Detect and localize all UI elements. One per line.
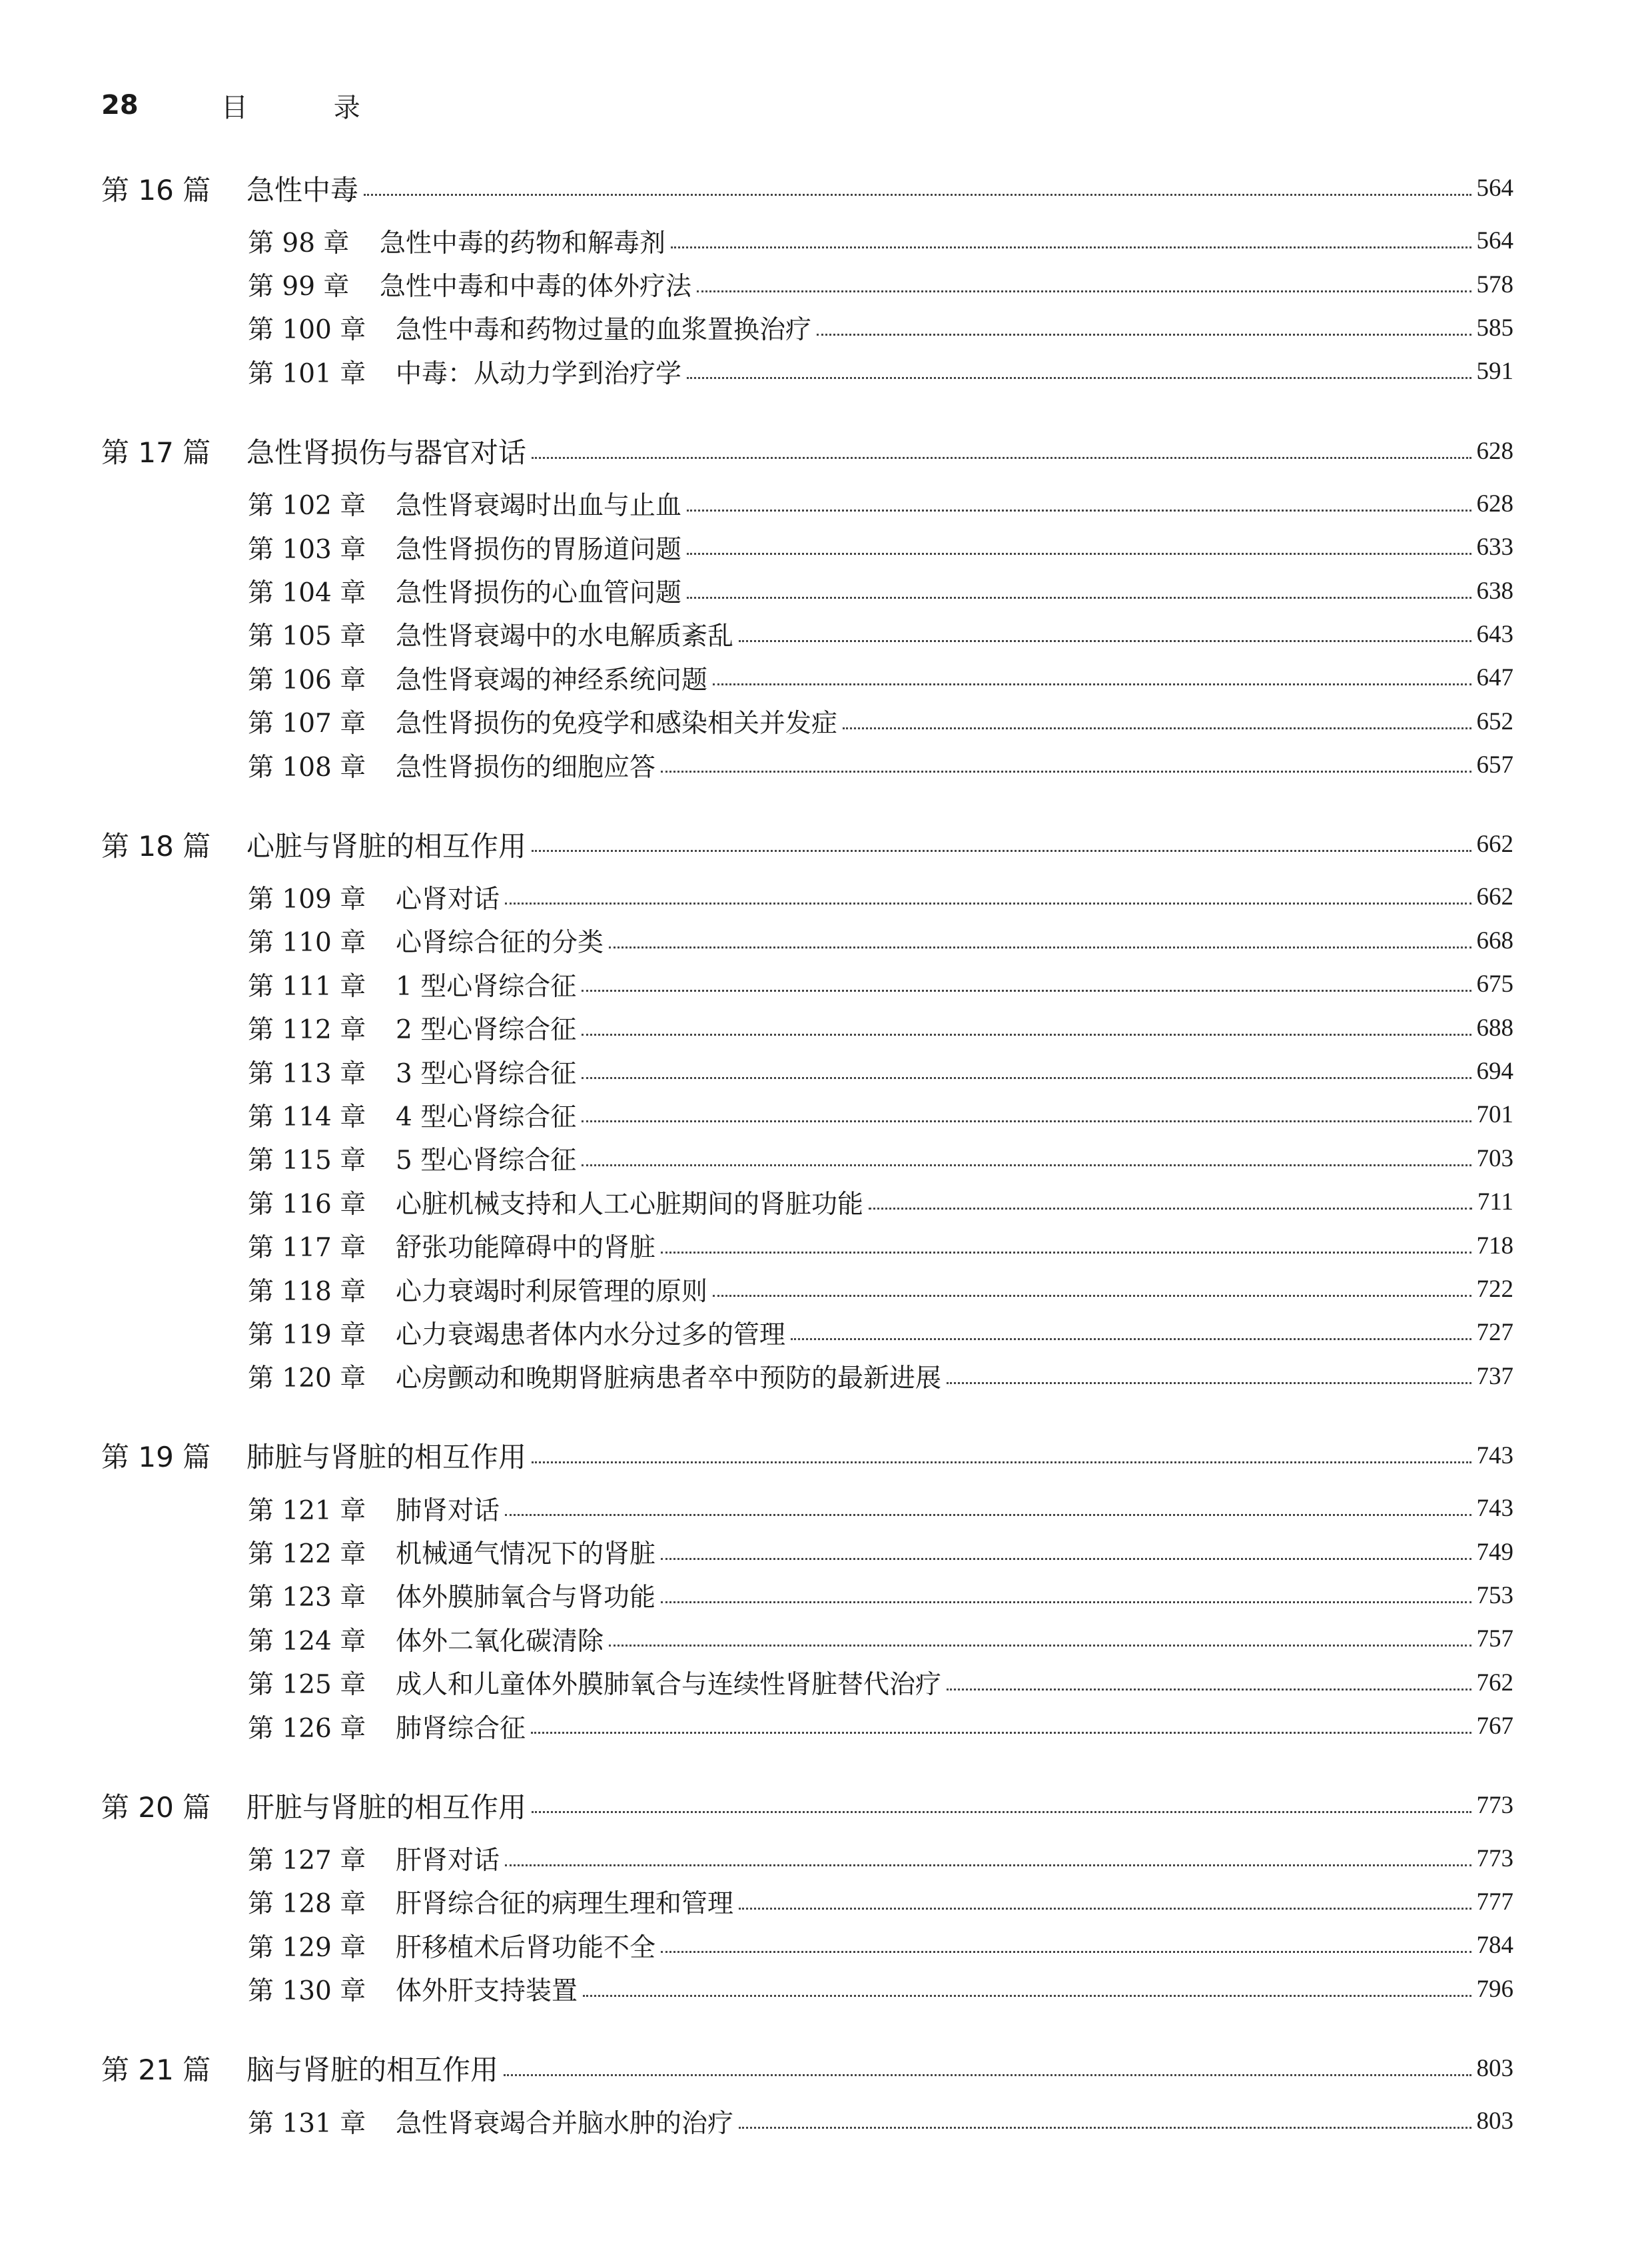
- chapter-entry[interactable]: [101, 875, 1513, 919]
- chapter-number: 第 100 章: [248, 315, 366, 346]
- page-ref: 803: [1476, 2054, 1513, 2082]
- dot-leader: [817, 334, 1471, 336]
- chapter-entry[interactable]: [101, 1704, 1513, 1748]
- page-ref: 657: [1476, 751, 1513, 779]
- chapter-entry[interactable]: [101, 1836, 1513, 1880]
- chapter-title: 3 型心肾综合征: [396, 1058, 577, 1089]
- dot-leader: [739, 1908, 1471, 1910]
- chapter-number: 第 118 章: [248, 1276, 366, 1307]
- chapter-number: 第 98 章: [248, 228, 350, 258]
- chapter-title: 肝肾综合征的病理生理和管理: [396, 1889, 734, 1920]
- chapter-entry[interactable]: [101, 1880, 1513, 1924]
- chapter-number: 第 122 章: [248, 1539, 366, 1570]
- chapter-title: 5 型心肾综合征: [396, 1146, 577, 1176]
- dot-leader: [532, 1461, 1471, 1463]
- chapter-entry[interactable]: [101, 1093, 1513, 1136]
- dot-leader: [582, 1164, 1471, 1166]
- page-ref: 662: [1476, 883, 1513, 911]
- chapter-title: 体外肝支持装置: [396, 1976, 578, 2007]
- chapter-number: 第 113 章: [248, 1058, 366, 1089]
- chapter-entry[interactable]: [101, 1530, 1513, 1573]
- chapter-title: 体外二氧化碳清除: [396, 1626, 604, 1657]
- chapter-entry[interactable]: [101, 1050, 1513, 1093]
- page-ref: 647: [1476, 664, 1513, 692]
- chapter-number: 第 124 章: [248, 1626, 366, 1657]
- page-ref: 711: [1477, 1188, 1513, 1216]
- toc-part: [101, 1425, 1513, 1748]
- dot-leader: [582, 1120, 1471, 1122]
- chapter-entry[interactable]: [101, 569, 1513, 612]
- chapter-entry[interactable]: [101, 1968, 1513, 2011]
- chapter-entry[interactable]: [101, 219, 1513, 262]
- dot-leader: [661, 1601, 1471, 1603]
- chapter-title: 急性肾损伤的免疫学和感染相关并发症: [396, 709, 838, 739]
- page-ref: 694: [1476, 1058, 1513, 1086]
- chapter-title: 急性肾衰竭合并脑水肿的治疗: [396, 2108, 734, 2139]
- chapter-entry[interactable]: [101, 1924, 1513, 1967]
- chapter-entry[interactable]: [101, 482, 1513, 526]
- chapter-title: 心肾对话: [396, 884, 500, 915]
- page-ref: 784: [1476, 1932, 1513, 1960]
- chapter-number: 第 116 章: [248, 1189, 366, 1220]
- page-ref: 668: [1476, 927, 1513, 954]
- chapter-title: 肺肾对话: [396, 1495, 500, 1526]
- page-ref: 662: [1476, 831, 1513, 859]
- part-number: 第 16 篇: [101, 173, 211, 206]
- toc-part: [101, 1774, 1513, 2011]
- chapter-entry[interactable]: [101, 350, 1513, 393]
- chapter-number: 第 120 章: [248, 1363, 366, 1394]
- dot-leader: [661, 1558, 1471, 1560]
- dot-leader: [687, 553, 1471, 555]
- chapter-number: 第 112 章: [248, 1015, 366, 1046]
- chapter-number: 第 128 章: [248, 1889, 366, 1920]
- chapter-title: 心力衰竭时利尿管理的原则: [396, 1276, 708, 1307]
- chapter-entry[interactable]: [101, 700, 1513, 743]
- part-title: 急性中毒: [246, 173, 359, 206]
- chapter-title: 心肾综合征的分类: [396, 928, 604, 958]
- chapter-title: 心力衰竭患者体内水分过多的管理: [396, 1319, 786, 1350]
- chapter-number: 第 117 章: [248, 1233, 366, 1264]
- dot-leader: [739, 2127, 1471, 2129]
- chapter-number: 第 99 章: [248, 272, 350, 302]
- dot-leader: [661, 1951, 1471, 1953]
- dot-leader: [947, 1688, 1471, 1690]
- toc-part: [101, 157, 1513, 394]
- chapter-number: 第 108 章: [248, 752, 366, 783]
- page-ref: 727: [1476, 1319, 1513, 1347]
- page-ref: 701: [1476, 1101, 1513, 1129]
- part-heading[interactable]: [101, 420, 1513, 482]
- page-ref: 633: [1476, 534, 1513, 561]
- chapter-number: 第 127 章: [248, 1846, 366, 1876]
- chapter-number: 第 101 章: [248, 358, 366, 389]
- dot-leader: [609, 946, 1471, 948]
- part-number: 第 21 篇: [101, 2054, 211, 2087]
- chapter-number: 第 126 章: [248, 1713, 366, 1744]
- chapter-number: 第 103 章: [248, 534, 366, 565]
- page-ref: 628: [1476, 490, 1513, 518]
- dot-leader: [713, 1295, 1471, 1297]
- page-ref: 777: [1476, 1888, 1513, 1916]
- dot-leader: [582, 1077, 1471, 1079]
- dot-leader: [791, 1338, 1471, 1340]
- chapter-title: 急性肾损伤的胃肠道问题: [396, 534, 682, 565]
- chapter-entry[interactable]: [101, 2099, 1513, 2143]
- page-ref: 757: [1476, 1625, 1513, 1653]
- page-ref: 773: [1476, 1844, 1513, 1872]
- chapter-number: 第 111 章: [248, 971, 366, 1002]
- dot-leader: [364, 194, 1471, 196]
- page-ref: 675: [1476, 970, 1513, 998]
- page-ref: 749: [1476, 1538, 1513, 1566]
- dot-leader: [505, 1514, 1471, 1516]
- chapter-title: 2 型心肾综合征: [396, 1015, 577, 1046]
- chapter-title: 急性肾损伤的细胞应答: [396, 752, 656, 783]
- chapter-entry[interactable]: [101, 1311, 1513, 1354]
- chapter-entry[interactable]: [101, 743, 1513, 787]
- dot-leader: [687, 377, 1471, 379]
- dot-leader: [532, 850, 1471, 852]
- part-title: 脑与肾脏的相互作用: [246, 2054, 499, 2087]
- page-ref: 796: [1476, 1975, 1513, 2003]
- page-ref: 743: [1476, 1441, 1513, 1469]
- dot-leader: [582, 1034, 1471, 1036]
- header-title: 目 录: [221, 92, 399, 123]
- page-ref: 722: [1476, 1276, 1513, 1303]
- chapter-entry[interactable]: [101, 1487, 1513, 1530]
- chapter-number: 第 102 章: [248, 491, 366, 522]
- chapter-number: 第 121 章: [248, 1495, 366, 1526]
- chapter-title: 肺肾综合征: [396, 1713, 526, 1744]
- dot-leader: [531, 1732, 1471, 1734]
- table-of-contents: [101, 157, 1513, 2169]
- chapter-entry[interactable]: [101, 656, 1513, 699]
- chapter-entry[interactable]: [101, 613, 1513, 656]
- chapter-title: 1 型心肾综合征: [396, 971, 577, 1002]
- chapter-number: 第 109 章: [248, 884, 366, 915]
- chapter-title: 机械通气情况下的肾脏: [396, 1539, 656, 1570]
- chapter-title: 成人和儿童体外膜肺氧合与连续性肾脏替代治疗: [396, 1670, 942, 1700]
- dot-leader: [505, 903, 1471, 905]
- page-ref: 628: [1476, 437, 1513, 465]
- chapter-number: 第 110 章: [248, 928, 366, 958]
- page-ref: 762: [1476, 1669, 1513, 1696]
- dot-leader: [532, 1811, 1471, 1813]
- dot-leader: [661, 771, 1471, 773]
- chapter-entry[interactable]: [101, 1268, 1513, 1311]
- dot-leader: [947, 1382, 1471, 1384]
- dot-leader: [532, 457, 1471, 459]
- page-ref: 688: [1476, 1014, 1513, 1042]
- chapter-entry[interactable]: [101, 1180, 1513, 1224]
- page-ref: 743: [1476, 1495, 1513, 1523]
- chapter-title: 急性肾衰竭时出血与止血: [396, 491, 682, 522]
- chapter-title: 心房颤动和晚期肾脏病患者卒中预防的最新进展: [396, 1363, 942, 1394]
- part-title: 肝脏与肾脏的相互作用: [246, 1790, 527, 1824]
- chapter-number: 第 115 章: [248, 1146, 366, 1176]
- chapter-title: 急性肾衰竭的神经系统问题: [396, 665, 708, 695]
- chapter-number: 第 129 章: [248, 1932, 366, 1963]
- page-ref: 638: [1476, 577, 1513, 605]
- part-number: 第 20 篇: [101, 1790, 211, 1824]
- chapter-entry[interactable]: [101, 262, 1513, 306]
- dot-leader: [583, 1995, 1471, 1997]
- toc-part: [101, 2038, 1513, 2143]
- dot-leader: [697, 290, 1471, 292]
- chapter-title: 4 型心肾综合征: [396, 1102, 577, 1132]
- chapter-title: 舒张功能障碍中的肾脏: [396, 1233, 656, 1264]
- part-heading[interactable]: [101, 157, 1513, 219]
- page-header: [101, 85, 399, 125]
- page-ref: 718: [1476, 1232, 1513, 1260]
- page-number: 28: [101, 90, 139, 121]
- chapter-title: 心脏机械支持和人工心脏期间的肾脏功能: [396, 1189, 864, 1220]
- page-ref: 773: [1476, 1792, 1513, 1820]
- page-ref: 578: [1476, 270, 1513, 298]
- dot-leader: [713, 683, 1471, 685]
- part-title: 肺脏与肾脏的相互作用: [246, 1441, 527, 1474]
- chapter-number: 第 114 章: [248, 1102, 366, 1132]
- dot-leader: [504, 2074, 1471, 2076]
- page-ref: 767: [1476, 1712, 1513, 1740]
- dot-leader: [843, 727, 1471, 729]
- page-ref: 803: [1476, 2107, 1513, 2135]
- chapter-entry[interactable]: [101, 526, 1513, 569]
- page-ref: 564: [1476, 175, 1513, 202]
- part-number: 第 17 篇: [101, 436, 211, 470]
- dot-leader: [661, 1252, 1471, 1254]
- chapter-number: 第 131 章: [248, 2108, 366, 2139]
- page-ref: 753: [1476, 1581, 1513, 1609]
- page-ref: 585: [1476, 314, 1513, 342]
- dot-leader: [687, 510, 1471, 512]
- part-heading[interactable]: [101, 2038, 1513, 2099]
- dot-leader: [609, 1645, 1471, 1647]
- toc-part: [101, 813, 1513, 1398]
- chapter-number: 第 107 章: [248, 709, 366, 739]
- part-heading[interactable]: [101, 1425, 1513, 1487]
- chapter-title: 肝肾对话: [396, 1846, 500, 1876]
- chapter-number: 第 106 章: [248, 665, 366, 695]
- chapter-number: 第 119 章: [248, 1319, 366, 1350]
- dot-leader: [505, 1864, 1471, 1866]
- dot-leader: [687, 597, 1471, 599]
- part-number: 第 19 篇: [101, 1441, 211, 1474]
- chapter-title: 急性肾衰竭中的水电解质紊乱: [396, 621, 734, 652]
- chapter-title: 急性中毒和药物过量的血浆置换治疗: [396, 315, 812, 346]
- part-title: 急性肾损伤与器官对话: [246, 436, 527, 470]
- dot-leader: [869, 1208, 1472, 1210]
- chapter-entry[interactable]: [101, 1137, 1513, 1180]
- chapter-title: 中毒：从动力学到治疗学: [396, 358, 682, 389]
- part-heading[interactable]: [101, 813, 1513, 875]
- page-ref: 591: [1476, 358, 1513, 386]
- chapter-entry[interactable]: [101, 919, 1513, 962]
- part-number: 第 18 篇: [101, 829, 211, 863]
- chapter-entry[interactable]: [101, 1617, 1513, 1661]
- part-heading[interactable]: [101, 1774, 1513, 1836]
- chapter-entry[interactable]: [101, 1224, 1513, 1267]
- chapter-entry[interactable]: [101, 962, 1513, 1006]
- chapter-number: 第 104 章: [248, 578, 366, 609]
- dot-leader: [739, 640, 1471, 642]
- chapter-number: 第 130 章: [248, 1976, 366, 2007]
- chapter-entry[interactable]: [101, 1006, 1513, 1049]
- page-ref: 643: [1476, 620, 1513, 648]
- chapter-number: 第 125 章: [248, 1670, 366, 1700]
- chapter-entry[interactable]: [101, 1355, 1513, 1398]
- chapter-number: 第 123 章: [248, 1583, 366, 1613]
- chapter-title: 急性中毒和中毒的体外疗法: [380, 272, 692, 302]
- dot-leader: [671, 246, 1471, 248]
- chapter-entry[interactable]: [101, 306, 1513, 350]
- chapter-number: 第 105 章: [248, 621, 366, 652]
- chapter-title: 急性肾损伤的心血管问题: [396, 578, 682, 609]
- page-ref: 652: [1476, 707, 1513, 735]
- chapter-entry[interactable]: [101, 1661, 1513, 1704]
- page-ref: 737: [1476, 1362, 1513, 1390]
- part-title: 心脏与肾脏的相互作用: [246, 829, 527, 863]
- chapter-title: 体外膜肺氧合与肾功能: [396, 1583, 656, 1613]
- chapter-title: 肝移植术后肾功能不全: [396, 1932, 656, 1963]
- chapter-entry[interactable]: [101, 1574, 1513, 1617]
- page-ref: 564: [1476, 227, 1513, 255]
- chapter-title: 急性中毒的药物和解毒剂: [380, 228, 666, 258]
- page-ref: 703: [1476, 1144, 1513, 1172]
- toc-part: [101, 420, 1513, 787]
- dot-leader: [582, 990, 1471, 992]
